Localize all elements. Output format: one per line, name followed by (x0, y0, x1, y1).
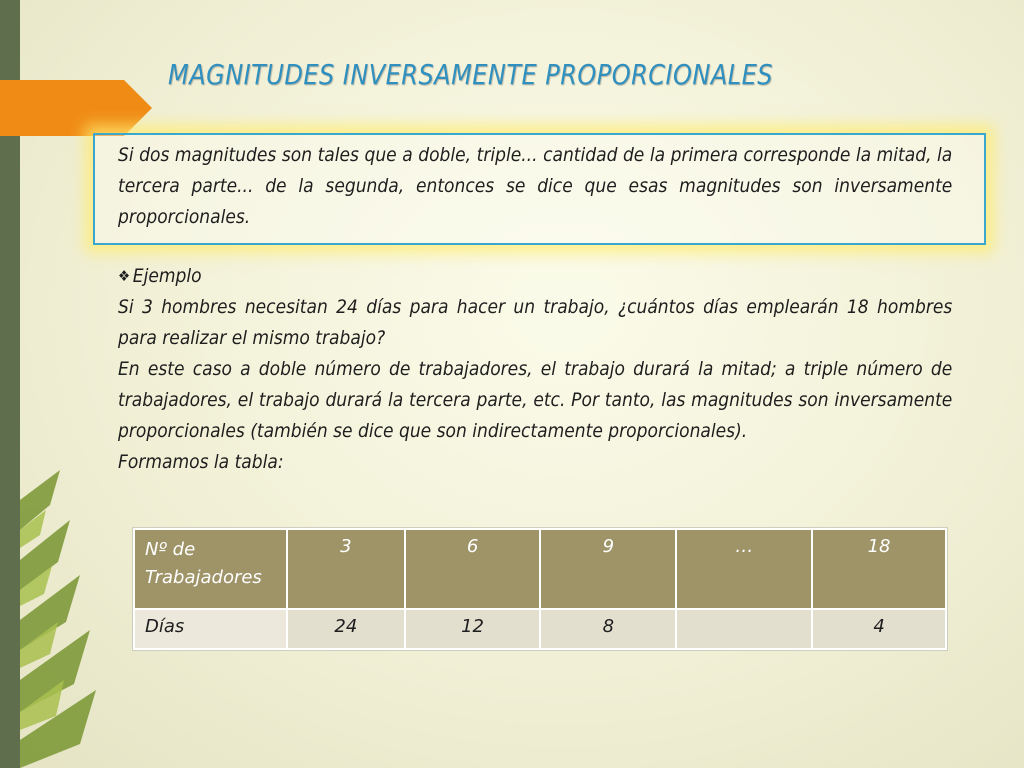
table-row (134, 609, 946, 649)
header-value-cell: 18 (812, 529, 946, 609)
header-value-cell: 6 (405, 529, 541, 609)
slide-title: MAGNITUDES INVERSAMENTE PROPORCIONALES (168, 58, 773, 91)
example-problem: Si 3 hombres necesitan 24 días para hacer un trabajo, ¿cuántos días emplearán 18 hombres para realizar el mismo trabajo? (118, 296, 953, 349)
table-intro: Formamos la tabla: (118, 451, 284, 473)
proportion-table (133, 528, 947, 650)
header-value-cell: 9 (540, 529, 676, 609)
diamond-bullet-icon: ❖ (118, 267, 131, 285)
header-value-cell: 3 (287, 529, 405, 609)
row-value-cell: 12 (405, 609, 541, 649)
example-explanation: En este caso a doble número de trabajadores, el trabajo durará la mitad; a triple número de trabajadores, el trabajo durará la tercera parte, etc. Por tanto, las magnitudes son inversamente proporcionales (también se dice que son indirectamente proporcionales). (118, 358, 953, 442)
header-value-cell: … (676, 529, 812, 609)
example-heading (118, 261, 952, 292)
header-label-cell: Nº de Trabajadores (134, 529, 287, 609)
row-label-cell: Días (134, 609, 287, 649)
row-value-cell: 4 (812, 609, 946, 649)
row-value-cell (676, 609, 812, 649)
orange-arrow-tab (0, 80, 152, 136)
example-section (118, 261, 952, 478)
definition-text: Si dos magnitudes son tales que a doble, triple... cantidad de la primera corresponde la mitad, la tercera parte... de la segunda, entonces se dice que esas magnitudes son inversamente proporcionales. (118, 144, 953, 228)
row-value-cell: 24 (287, 609, 405, 649)
table-row (134, 529, 946, 609)
example-heading-label: Ejemplo (132, 265, 202, 287)
row-value-cell: 8 (540, 609, 676, 649)
